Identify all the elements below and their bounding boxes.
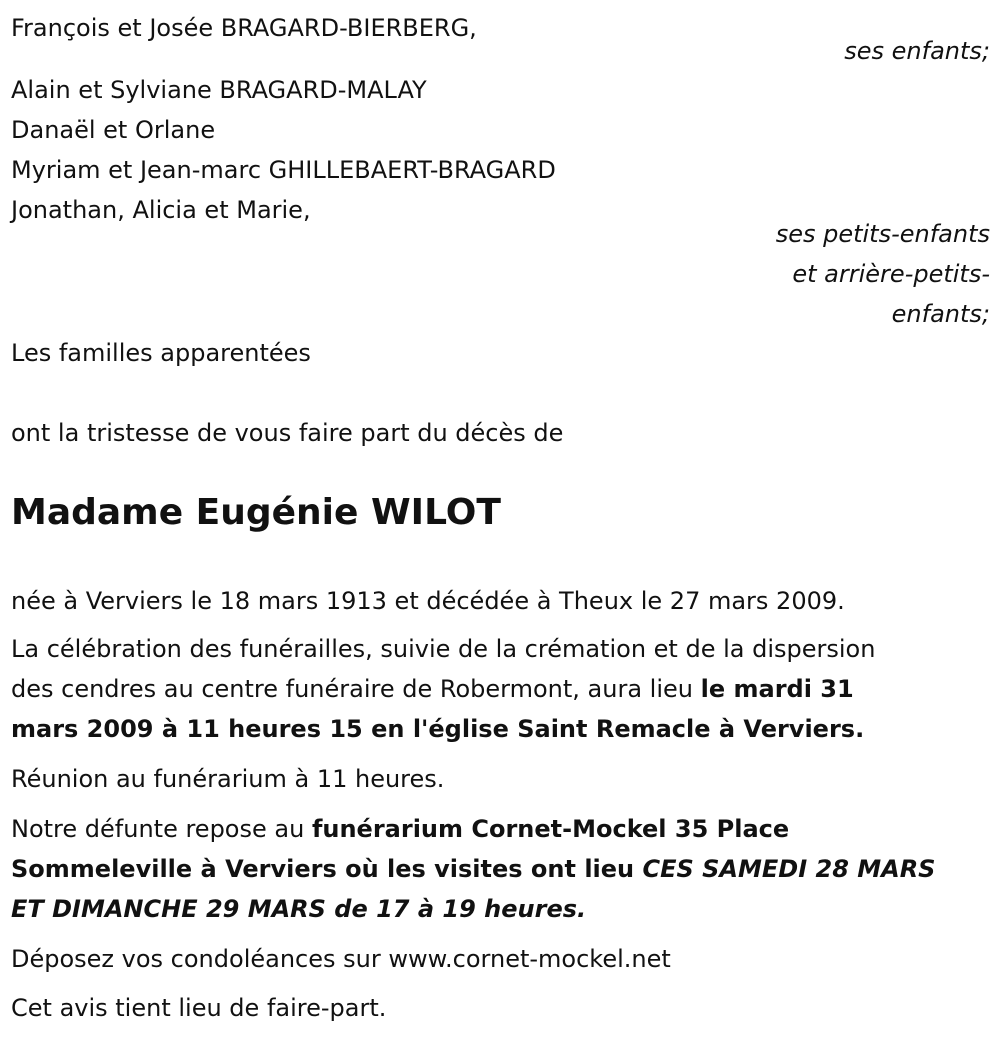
- grandchildren-role-2: et arrière-petits-: [792, 260, 990, 288]
- rest-line-2: [11, 857, 935, 881]
- funeral-line-3: mars 2009 à 11 heures 15 en l'église Saint Remacle à Verviers.: [11, 715, 865, 743]
- birth-death: née à Verviers le 18 mars 1913 et décédée à Theux le 27 mars 2009.: [11, 587, 845, 615]
- announcement: ont la tristesse de vous faire part du décès de: [11, 419, 564, 447]
- visits-text: Sommeleville à Verviers où les visites ont lieu: [11, 855, 643, 883]
- funeral-line-1: La célébration des funérailles, suivie de la crémation et de la dispersion: [11, 635, 876, 663]
- children-role: ses enfants;: [844, 37, 990, 65]
- funeral-line-2-text: des cendres au centre funéraire de Robermont, aura lieu: [11, 675, 701, 703]
- grandchild-line-1: Alain et Sylviane BRAGARD-MALAY: [11, 76, 427, 104]
- rest-line-3: ET DIMANCHE 29 MARS de 17 à 19 heures.: [11, 895, 587, 923]
- condolences: Déposez vos condoléances sur www.cornet-mockel.net: [11, 945, 671, 973]
- rest-line-1: [11, 817, 789, 841]
- reunion: Réunion au funérarium à 11 heures.: [11, 765, 445, 793]
- grandchildren-role-3: enfants;: [891, 300, 990, 328]
- notice: Cet avis tient lieu de faire-part.: [11, 994, 387, 1022]
- funerarium-name: funérarium Cornet-Mockel 35 Place: [311, 815, 790, 843]
- funeral-line-2: [11, 677, 854, 701]
- funeral-date-part-1: le mardi 31: [700, 675, 854, 703]
- grandchild-line-3: Myriam et Jean-marc GHILLEBAERT-BRAGARD: [11, 156, 556, 184]
- grandchildren-role-1: ses petits-enfants: [775, 220, 990, 248]
- grandchild-line-2: Danaël et Orlane: [11, 116, 216, 144]
- relatives: Les familles apparentées: [11, 339, 311, 367]
- deceased-name: Madame Eugénie WILOT: [11, 492, 501, 533]
- visits-days-1: CES SAMEDI 28 MARS: [642, 855, 936, 883]
- children-names: François et Josée BRAGARD-BIERBERG,: [11, 14, 477, 42]
- grandchild-line-4: Jonathan, Alicia et Marie,: [11, 196, 311, 224]
- rest-line-1-text: Notre défunte repose au: [11, 815, 312, 843]
